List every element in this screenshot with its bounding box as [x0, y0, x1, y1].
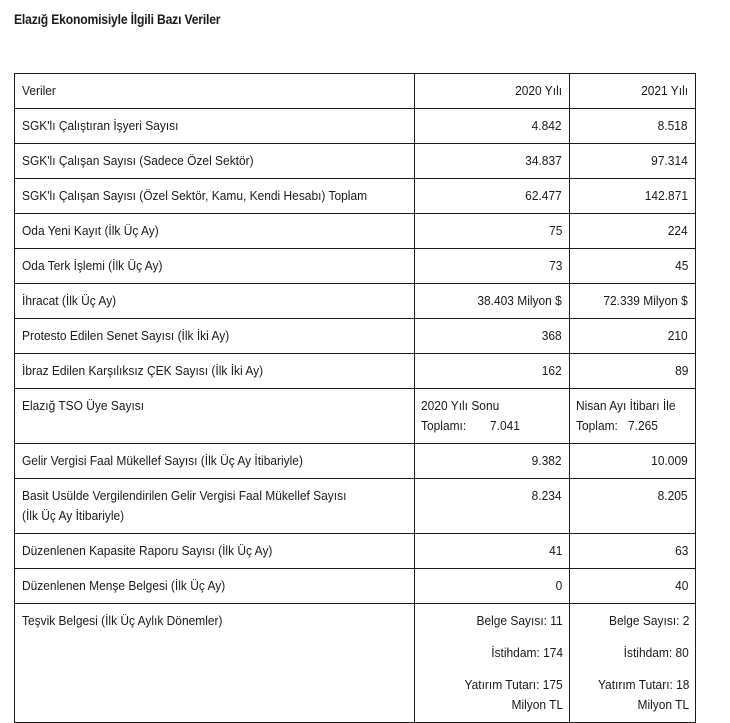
- value-2020: 73: [415, 249, 570, 284]
- value-2020: 162: [415, 354, 570, 389]
- row-label: Teşvik Belgesi (İlk Üç Aylık Dönemler): [15, 604, 415, 723]
- value-2021: 142.871: [570, 179, 696, 214]
- header-label-cell: Veriler: [15, 74, 415, 109]
- economic-data-table: [14, 73, 696, 723]
- value-2021: 40: [570, 569, 696, 604]
- table-row: [15, 569, 696, 604]
- value-2021: 97.314: [570, 144, 696, 179]
- value-2021: 8.518: [570, 109, 696, 144]
- row-label: Basit Usülde Vergilendirilen Gelir Vergisi Faal Mükellef Sayısı (İlk Üç Ay İtibariyle): [15, 479, 415, 534]
- value-2020: 2020 Yılı Sonu Toplamı: 7.041: [415, 389, 570, 444]
- table-row-tso: [15, 389, 696, 444]
- row-label: SGK'lı Çalışan Sayısı (Özel Sektör, Kamu, Kendi Hesabı) Toplam: [15, 179, 415, 214]
- table-row: [15, 319, 696, 354]
- value-2020: 41: [415, 534, 570, 569]
- table-row: [15, 179, 696, 214]
- value-2021: 8.205: [570, 479, 696, 534]
- value-2020: 62.477: [415, 179, 570, 214]
- value-2021: 89: [570, 354, 696, 389]
- value-2020: 0: [415, 569, 570, 604]
- table-row: [15, 534, 696, 569]
- row-label: SGK'lı Çalıştıran İşyeri Sayısı: [15, 109, 415, 144]
- value-2021: Belge Sayısı: 2 İstihdam: 80 Yatırım Tutarı: 18 Milyon TL: [570, 604, 696, 723]
- row-label: Düzenlenen Kapasite Raporu Sayısı (İlk Üç Ay): [15, 534, 415, 569]
- value-2020: 9.382: [415, 444, 570, 479]
- header-2020-cell: 2020 Yılı: [415, 74, 570, 109]
- table-row: [15, 249, 696, 284]
- row-label: Gelir Vergisi Faal Mükellef Sayısı (İlk Üç Ay İtibariyle): [15, 444, 415, 479]
- row-label: İhracat (İlk Üç Ay): [15, 284, 415, 319]
- value-2021: 210: [570, 319, 696, 354]
- value-2020: 4.842: [415, 109, 570, 144]
- header-2021-cell: 2021 Yılı: [570, 74, 696, 109]
- table-header-row: [15, 74, 696, 109]
- value-2021: 72.339 Milyon $: [570, 284, 696, 319]
- value-2020: 368: [415, 319, 570, 354]
- page-title: Elazığ Ekonomisiyle İlgili Bazı Veriler: [14, 12, 221, 27]
- table-row-tesvik: [15, 604, 696, 723]
- table-row: [15, 109, 696, 144]
- value-2020: 8.234: [415, 479, 570, 534]
- table-row: [15, 214, 696, 249]
- value-2020: Belge Sayısı: 11 İstihdam: 174 Yatırım Tutarı: 175 Milyon TL: [415, 604, 570, 723]
- table-row: [15, 354, 696, 389]
- table-row: [15, 144, 696, 179]
- row-label: İbraz Edilen Karşılıksız ÇEK Sayısı (İlk İki Ay): [15, 354, 415, 389]
- value-2020: 75: [415, 214, 570, 249]
- value-2021: 224: [570, 214, 696, 249]
- value-2021: 10.009: [570, 444, 696, 479]
- table-row: [15, 284, 696, 319]
- value-2020: 38.403 Milyon $: [415, 284, 570, 319]
- value-2021: 45: [570, 249, 696, 284]
- row-label: Oda Yeni Kayıt (İlk Üç Ay): [15, 214, 415, 249]
- value-2021: Nisan Ayı İtibarı İle Toplam: 7.265: [570, 389, 696, 444]
- row-label: Düzenlenen Menşe Belgesi (İlk Üç Ay): [15, 569, 415, 604]
- table-row: [15, 444, 696, 479]
- value-2020: 34.837: [415, 144, 570, 179]
- row-label: Oda Terk İşlemi (İlk Üç Ay): [15, 249, 415, 284]
- value-2021: 63: [570, 534, 696, 569]
- row-label: Elazığ TSO Üye Sayısı: [15, 389, 415, 444]
- row-label: SGK'lı Çalışan Sayısı (Sadece Özel Sektör): [15, 144, 415, 179]
- table-row-basit: [15, 479, 696, 534]
- row-label: Protesto Edilen Senet Sayısı (İlk İki Ay): [15, 319, 415, 354]
